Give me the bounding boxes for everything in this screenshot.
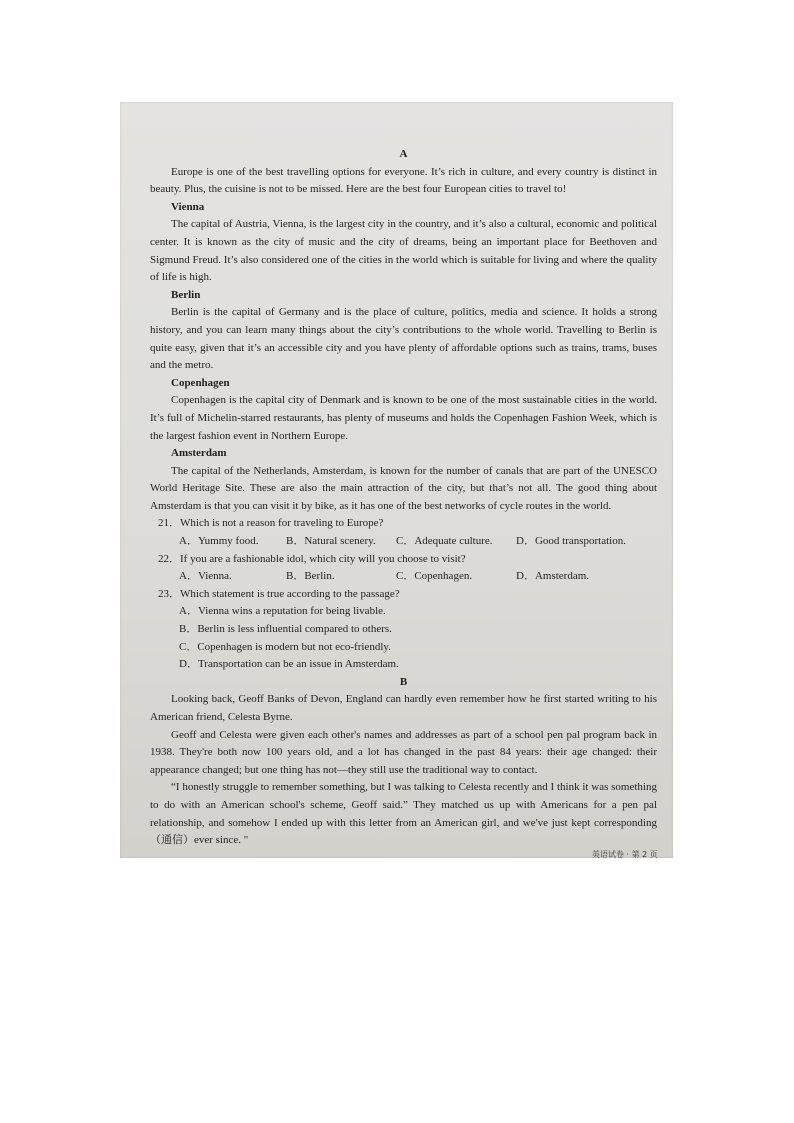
city-text-berlin: Berlin is the capital of Germany and is the place of culture, politics, media and science. It holds a strong history, and you can learn many things about the city’s contributions to the whole world. Travelling to Berlin is quite easy, given that it’s an accessible city and you have plenty of affordable options such as trains, trams, buses and the metro. [150,306,657,372]
city-heading-copenhagen: Copenhagen [171,376,230,389]
question-21-option-c: C．Adequate culture. [396,535,493,548]
section-b-heading: B [399,675,408,688]
question-23-option-d: D．Transportation can be an issue in Amsterdam. [179,658,399,671]
question-23-option-b: B．Berlin is less influential compared to others. [179,623,392,636]
question-21-option-a: A．Yummy food. [179,535,259,548]
question-22-option-b: B．Berlin. [286,570,335,583]
question-23-stem: 23．Which statement is true according to the passage? [158,587,400,600]
question-23-options [150,603,657,673]
question-22-options [150,568,657,586]
passage-b-paragraph-3: “I honestly struggle to remember something, but I was talking to Celesta recently and I think it was something to do with an American school's scheme, Geoff said.” They matched us up with Americans for a pen pal relationship, and somehow I ended up with this letter from an American girl, and we've just kept corresponding（通信）ever since. " [150,781,657,847]
question-22-stem: 22．If you are a fashionable idol, which city will you choose to visit? [158,552,466,565]
city-text-vienna: The capital of Austria, Vienna, is the largest city in the country, and it’s also a cultural, economic and political center. It is known as the city of music and the city of dreams, being an important place for Beethoven and Sigmund Freud. It’s also considered one of the cities in the world which is suitable for living and where the quality of life is high. [150,218,657,284]
exam-content [150,146,657,850]
question-22-option-a: A．Vienna. [179,570,232,583]
page-footer: 英语试卷 · 第 2 页 [592,850,658,859]
city-text-amsterdam: The capital of the Netherlands, Amsterdam, is known for the number of canals that are part of the UNESCO World Heritage Site. These are also the main attraction of the city, but that’s not all. The good thing about Amsterdam is that you can visit it by bike, as it has one of the best networks of cycle routes in the world. [150,464,657,512]
exam-page-photo [120,102,673,858]
question-21-option-b: B．Natural scenery. [286,535,376,548]
passage-b-paragraph-2: Geoff and Celesta were given each other's names and addresses as part of a school pen pal program back in 1938. They're both now 100 years old, and a lot has changed in the past 84 years: their age changed: their appearance changed; but one thing has not—they still use the traditional way to contact. [150,728,657,776]
city-heading-vienna: Vienna [171,200,205,213]
question-23-option-a: A．Vienna wins a reputation for being livable. [179,605,386,618]
question-22-option-d: D．Amsterdam. [516,570,590,583]
question-22-option-c: C．Copenhagen. [396,570,473,583]
section-a-heading: A [399,148,408,160]
question-21-stem: 21．Which is not a reason for traveling to Europe? [158,517,384,530]
passage-b-paragraph-1: Looking back, Geoff Banks of Devon, England can hardly even remember how he first started writing to his American friend, Celesta Byrne. [150,693,657,723]
city-heading-berlin: Berlin [171,288,201,301]
passage-a-intro: Europe is one of the best travelling options for everyone. It’s rich in culture, and every country is distinct in beauty. Plus, the cuisine is not to be missed. Here are the best four European cities to travel to! [150,165,657,196]
question-21-options [150,533,657,551]
city-text-copenhagen: Copenhagen is the capital city of Denmark and is known to be one of the most sustainable cities in the world. It’s full of Michelin-starred restaurants, has plenty of museums and holds the Copenhagen Fashion Week, which is the largest fashion event in Northern Europe. [150,394,657,442]
question-23-option-c: C．Copenhagen is modern but not eco-friendly. [179,640,391,653]
question-21-option-d: D．Good transportation. [516,535,626,548]
city-heading-amsterdam: Amsterdam [171,447,227,460]
